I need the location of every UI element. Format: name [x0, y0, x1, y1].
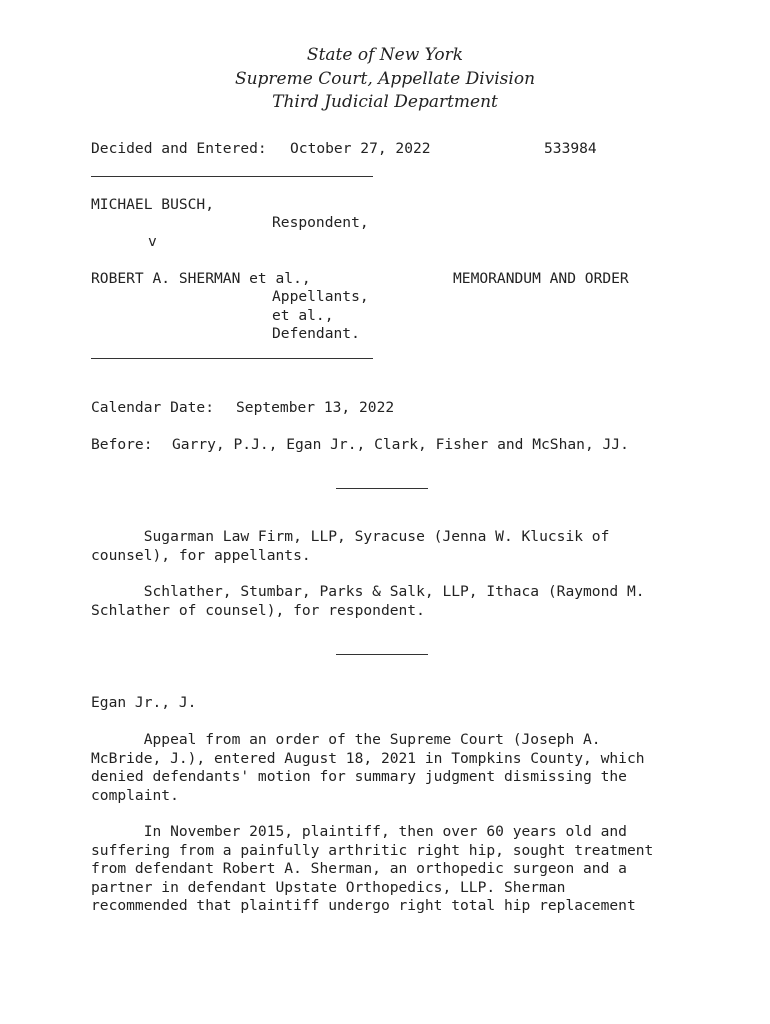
defendant-name: ROBERT A. SHERMAN et al., — [91, 270, 311, 287]
decided-label: Decided and Entered: — [91, 140, 267, 157]
counsel-line: Sugarman Law Firm, LLP, Syracuse (Jenna W. Klucsik of — [91, 528, 610, 545]
body-line: Appeal from an order of the Supreme Court (Joseph A. — [91, 731, 601, 748]
court-department: Third Judicial Department — [272, 92, 498, 112]
court-header — [0, 44, 770, 115]
body-paragraph-2 — [91, 823, 691, 916]
caption-rule-top — [91, 176, 373, 177]
body-line: In November 2015, plaintiff, then over 60 years old and — [91, 823, 627, 840]
court-name: Supreme Court, Appellate Division — [234, 68, 536, 89]
document-type: MEMORANDUM AND ORDER — [453, 270, 629, 287]
body-paragraph-1 — [91, 731, 691, 805]
court-state: State of New York — [306, 45, 464, 65]
section-divider-2 — [336, 654, 428, 655]
panel-judges: Garry, P.J., Egan Jr., Clark, Fisher and McShan, JJ. — [172, 436, 629, 453]
section-divider-1 — [336, 488, 428, 489]
body-line: denied defendants' motion for summary judgment dismissing the — [91, 768, 627, 786]
plaintiff-name: MICHAEL BUSCH, — [91, 196, 215, 213]
counsel-line: counsel), for appellants. — [91, 546, 311, 564]
plaintiff-role: Respondent, — [272, 214, 369, 231]
body-line: recommended that plaintiff undergo right total hip replacement — [91, 897, 636, 915]
calendar-label: Calendar Date: — [91, 399, 215, 416]
counsel-respondent — [91, 583, 691, 620]
opinion-author: Egan Jr., J. — [91, 694, 197, 711]
before-label: Before: — [91, 436, 153, 453]
counsel-line: Schlather of counsel), for respondent. — [91, 601, 425, 619]
body-line: McBride, J.), entered August 18, 2021 in Tompkins County, which — [91, 749, 645, 767]
defendant-role: Appellants, — [272, 288, 369, 305]
calendar-date: September 13, 2022 — [236, 399, 395, 416]
body-line: from defendant Robert A. Sherman, an orthopedic surgeon and a — [91, 860, 627, 878]
decided-date: October 27, 2022 — [290, 140, 431, 157]
body-line: partner in defendant Upstate Orthopedics, LLP. Sherman — [91, 878, 566, 896]
docket-number: 533984 — [544, 140, 597, 157]
caption-rule-bottom — [91, 358, 373, 359]
counsel-appellants — [91, 528, 691, 565]
body-line: complaint. — [91, 786, 179, 804]
counsel-line: Schlather, Stumbar, Parks & Salk, LLP, Ithaca (Raymond M. — [91, 583, 645, 600]
body-line: suffering from a painfully arthritic right hip, sought treatment — [91, 841, 654, 859]
versus: v — [148, 233, 157, 250]
other-role: Defendant. — [272, 325, 360, 342]
other-parties: et al., — [272, 307, 334, 324]
